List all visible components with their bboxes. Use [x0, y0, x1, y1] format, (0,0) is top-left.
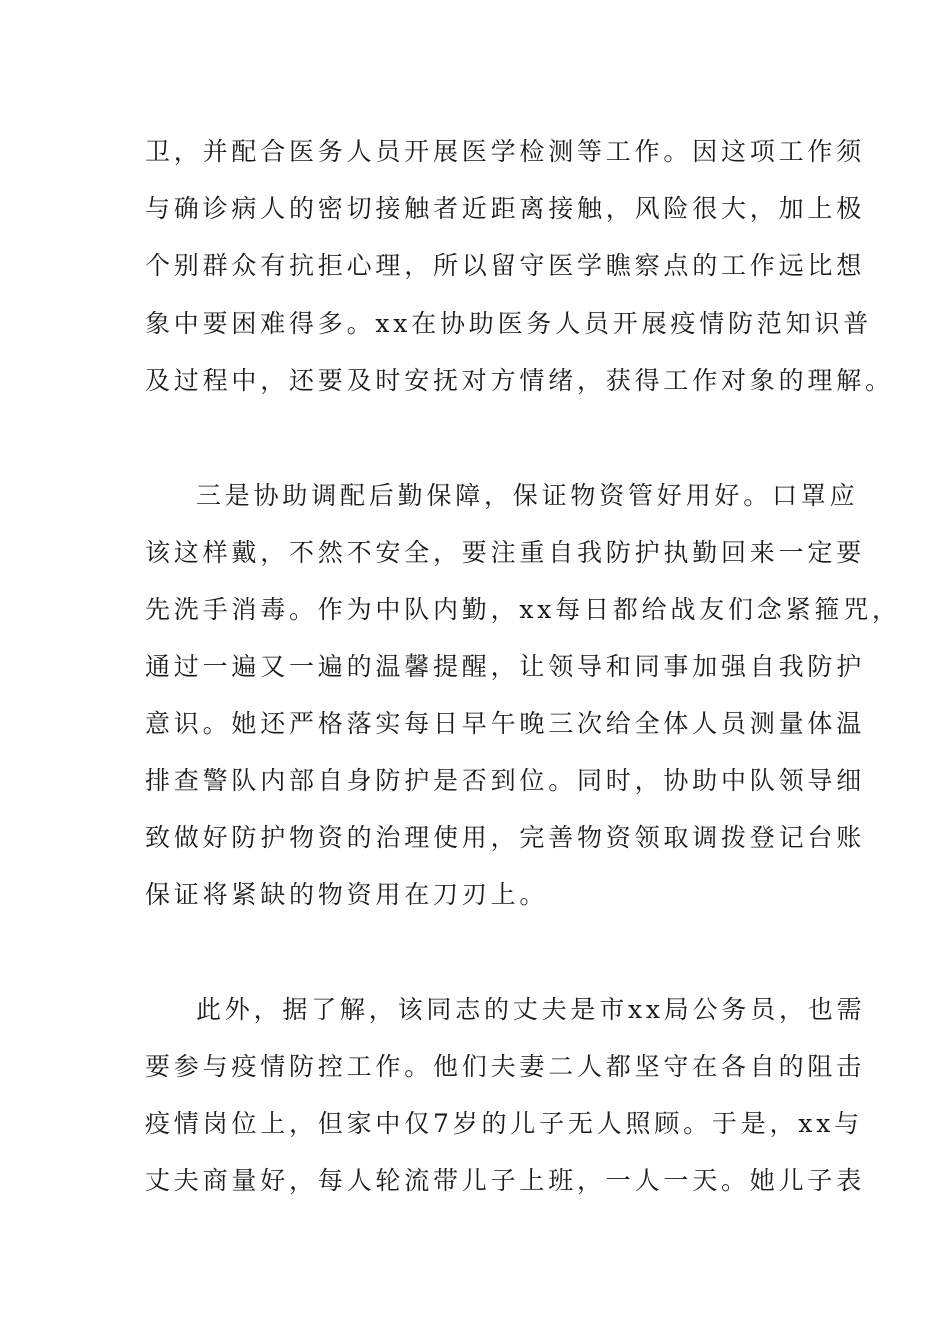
text-line: 要参与疫情防控工作。他们夫妻二人都坚守在各自的阻击: [145, 1052, 866, 1081]
text-line: 先洗手消毒。作为中队内勤，xx每日都给战友们念紧箍咒，: [145, 595, 901, 624]
text-line: 个别群众有抗拒心理，所以留守医学瞧察点的工作远比想: [145, 251, 866, 280]
text-line: 该这样戴，不然不安全，要注重自我防护执勤回来一定要: [145, 538, 866, 567]
text-line: 与确诊病人的密切接触者近距离接触，风险很大，加上极: [145, 194, 866, 223]
text-line: 通过一遍又一遍的温馨提醒，让领导和同事加强自我防护: [145, 652, 866, 681]
text-line: 致做好防护物资的治理使用，完善物资领取调拨登记台账: [145, 823, 866, 852]
text-line: 保证将紧缺的物资用在刀刃上。: [145, 880, 549, 909]
text-line: 卫，并配合医务人员开展医学检测等工作。因这项工作须: [145, 137, 866, 166]
text-line: 疫情岗位上，但家中仅7岁的儿子无人照顾。于是，xx与: [145, 1109, 863, 1138]
text-line: 排查警队内部自身防护是否到位。同时，协助中队领导细: [145, 766, 866, 795]
paragraph-first-line: 三是协助调配后勤保障，保证物资管好用好。口罩应: [196, 481, 859, 510]
text-line: 及过程中，还要及时安抚对方情绪，获得工作对象的理解。: [145, 366, 894, 395]
paragraph-first-line: 此外，据了解，该同志的丈夫是市xx局公务员，也需: [196, 995, 866, 1024]
text-line: 象中要困难得多。xx在协助医务人员开展疫情防范知识普: [145, 309, 873, 338]
text-line: 意识。她还严格落实每日早午晚三次给全体人员测量体温: [145, 709, 866, 738]
text-line: 丈夫商量好，每人轮流带儿子上班，一人一天。她儿子表: [145, 1166, 866, 1195]
